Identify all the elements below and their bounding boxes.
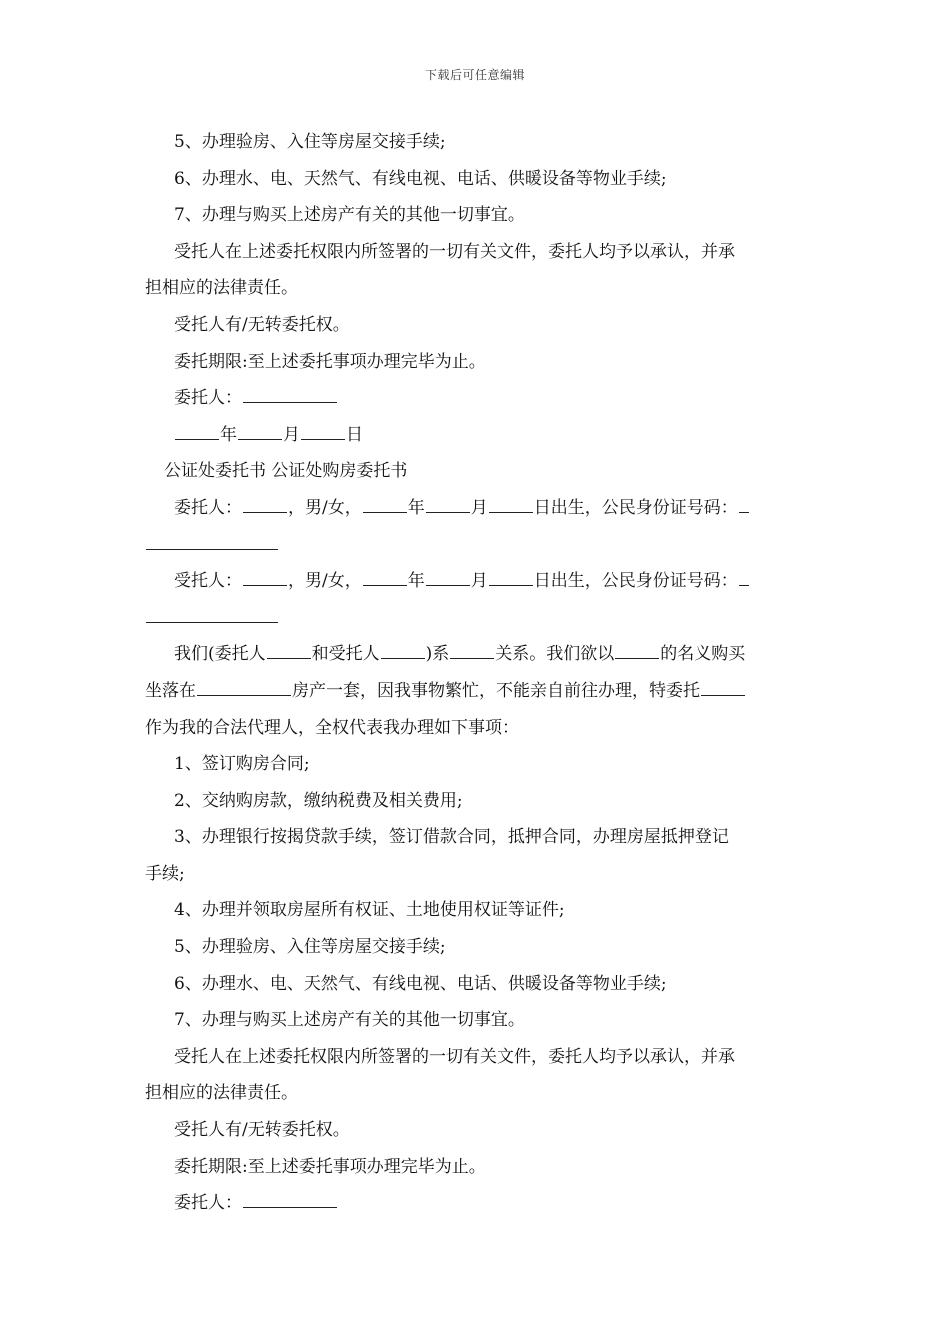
location-line bbox=[145, 673, 810, 710]
principal-signature-line bbox=[145, 380, 810, 417]
period-clause-b: 委托期限:至上述委托事项办理完毕为止。 bbox=[174, 1156, 486, 1177]
item-4: 4、办理并领取房屋所有权证、土地使用权证等证件; bbox=[174, 900, 565, 921]
principal-month: 月 bbox=[470, 497, 488, 518]
relation-type-blank[interactable] bbox=[450, 641, 494, 659]
acknowledge-line-1: 受托人在上述委托权限内所签署的一切有关文件，委托人均予以承认，并承 bbox=[174, 241, 735, 262]
agent-label: 受托人： bbox=[174, 571, 242, 592]
date-year: 年 bbox=[220, 424, 237, 445]
item-5: 5、办理验房、入住等房屋交接手续; bbox=[174, 132, 446, 152]
item-5-b: 5、办理验房、入住等房屋交接手续; bbox=[174, 937, 446, 958]
location-text-1: 坐落在 bbox=[145, 680, 196, 701]
page-header: 下载后可任意编辑 bbox=[424, 68, 525, 82]
date-month: 月 bbox=[283, 424, 300, 445]
principal-id-blank[interactable] bbox=[146, 532, 278, 550]
day-blank[interactable] bbox=[301, 422, 345, 440]
agent-name-blank[interactable] bbox=[243, 568, 287, 586]
item-6: 6、办理水、电、天然气、有线电视、电话、供暖设备等物业手续; bbox=[174, 168, 667, 189]
principal-name-blank[interactable] bbox=[243, 495, 287, 513]
relation-text-3: )系 bbox=[425, 644, 450, 665]
location-blank[interactable] bbox=[197, 678, 291, 696]
relation-text-4: 关系。我们欲以 bbox=[495, 644, 615, 665]
buyer-name-blank[interactable] bbox=[615, 641, 659, 659]
item-2: 2、交纳购房款，缴纳税费及相关费用; bbox=[174, 790, 463, 811]
agent-month-blank[interactable] bbox=[426, 568, 470, 586]
principal-year-blank[interactable] bbox=[363, 495, 407, 513]
principal-label-2: 委托人： bbox=[174, 497, 242, 518]
principal-sign-label: 委托人： bbox=[174, 1193, 242, 1214]
authority-line: 作为我的合法代理人，全权代表我办理如下事项： bbox=[145, 717, 519, 738]
agent-day-blank[interactable] bbox=[489, 568, 533, 586]
relation-text-2: 和受托人 bbox=[311, 644, 380, 665]
principal-signature-line-b bbox=[145, 1185, 810, 1222]
relation-text-5: 的名义购买 bbox=[660, 644, 746, 665]
principal-info-line bbox=[145, 490, 810, 527]
period-clause: 委托期限:至上述委托事项办理完毕为止。 bbox=[174, 351, 486, 372]
relation-text-1: 我们(委托人 bbox=[174, 644, 266, 665]
agent-designate-blank[interactable] bbox=[701, 678, 745, 696]
item-3-line-1: 3、办理银行按揭贷款手续，签订借款合同，抵押合同，办理房屋抵押登记 bbox=[174, 827, 729, 848]
month-blank[interactable] bbox=[238, 422, 282, 440]
agent-id-blank[interactable] bbox=[146, 605, 278, 623]
item-6-b: 6、办理水、电、天然气、有线电视、电话、供暖设备等物业手续; bbox=[174, 973, 667, 994]
agent-gender: ，男/女， bbox=[288, 571, 362, 592]
principal-birth-id: 日出生，公民身份证号码： bbox=[533, 497, 738, 518]
acknowledge-line-2: 担相应的法律责任。 bbox=[145, 278, 298, 299]
agent-info-line bbox=[145, 563, 810, 600]
relation-line bbox=[145, 636, 810, 673]
document-body bbox=[145, 124, 810, 1222]
relation-agent-blank[interactable] bbox=[381, 641, 425, 659]
year-blank[interactable] bbox=[175, 422, 219, 440]
acknowledge-line-2-b: 担相应的法律责任。 bbox=[145, 1083, 298, 1104]
item-7-b: 7、办理与购买上述房产有关的其他一切事宜。 bbox=[174, 1010, 525, 1031]
date-day: 日 bbox=[346, 424, 363, 445]
principal-id-blank-start[interactable] bbox=[739, 495, 749, 513]
transfer-clause: 受托人有/无转委托权。 bbox=[174, 314, 350, 335]
signature-blank[interactable] bbox=[243, 385, 337, 403]
transfer-clause-b: 受托人有/无转委托权。 bbox=[174, 1120, 350, 1141]
signature-blank-b[interactable] bbox=[243, 1190, 337, 1208]
principal-day-blank[interactable] bbox=[489, 495, 533, 513]
acknowledge-line-1-b: 受托人在上述委托权限内所签署的一切有关文件，委托人均予以承认，并承 bbox=[174, 1046, 735, 1067]
agent-month: 月 bbox=[470, 571, 488, 592]
agent-id-blank-start[interactable] bbox=[739, 568, 749, 586]
principal-gender: ，男/女， bbox=[288, 497, 362, 518]
item-1: 1、签订购房合同; bbox=[174, 754, 310, 775]
agent-year-blank[interactable] bbox=[363, 568, 407, 586]
date-line bbox=[145, 417, 810, 454]
agent-birth-id: 日出生，公民身份证号码： bbox=[533, 571, 738, 592]
agent-year: 年 bbox=[407, 571, 425, 592]
item-7: 7、办理与购买上述房产有关的其他一切事宜。 bbox=[174, 205, 525, 226]
section-title: 公证处委托书 公证处购房委托书 bbox=[164, 461, 408, 482]
location-text-2: 房产一套，因我事物繁忙，不能亲自前往办理，特委托 bbox=[292, 680, 700, 701]
principal-label: 委托人： bbox=[174, 388, 242, 409]
principal-year: 年 bbox=[407, 497, 425, 518]
item-3-line-2: 手续; bbox=[145, 863, 185, 884]
agent-id-continuation bbox=[145, 600, 810, 637]
principal-month-blank[interactable] bbox=[426, 495, 470, 513]
relation-principal-blank[interactable] bbox=[267, 641, 311, 659]
principal-id-continuation bbox=[145, 527, 810, 564]
